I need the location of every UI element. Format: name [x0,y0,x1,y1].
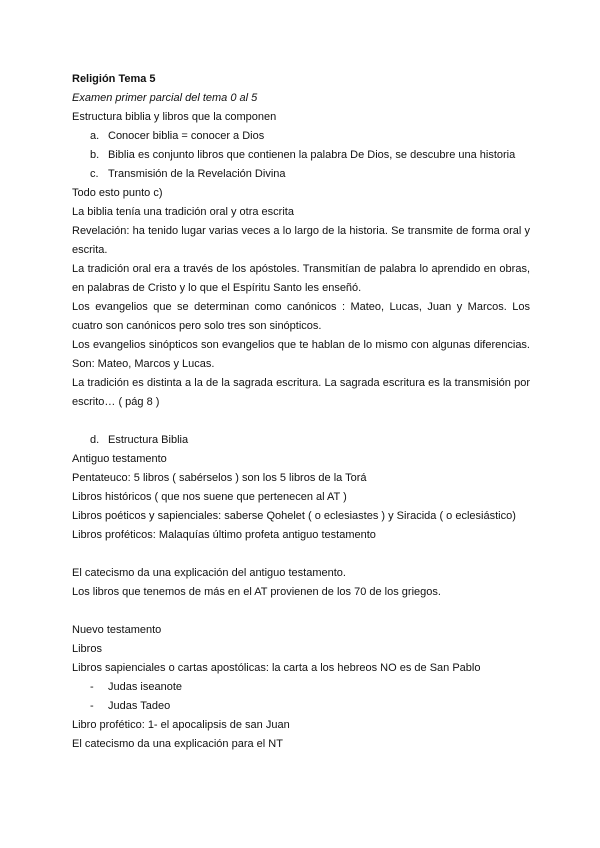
list-marker: d. [90,434,100,446]
blank-line [72,545,530,564]
document-subtitle: Examen primer parcial del tema 0 al 5 [72,92,258,104]
ot-line: Pentateuco: 5 libros ( sabérselos ) son los 5 libros de la Torá [72,472,367,484]
list-marker: a. [90,130,100,142]
new-testament-heading: Nuevo testamento [72,624,162,636]
document-page [72,70,530,754]
dash-marker: - [90,681,94,693]
nt-prophetic-line: Libro profético: 1- el apocalipsis de san Juan [72,719,290,731]
nt-catechism-line: El catecismo da una explicación para el NT [72,738,283,750]
nt-books-line: Libros [72,643,102,655]
extra-books-line: Los libros que tenemos de más en el AT provienen de los 70 de los griegos. [72,586,441,598]
blank-line [72,602,530,621]
blank-line [72,412,530,431]
dash-item [72,697,530,716]
dash-item [72,678,530,697]
document-title: Religión Tema 5 [72,73,156,85]
ot-line: Libros proféticos: Malaquías último profeta antiguo testamento [72,529,376,541]
list-item-text: Transmisión de la Revelación Divina [108,168,286,180]
ot-line: Libros históricos ( que nos suene que pertenecen al AT ) [72,491,347,503]
list-item-c [72,165,530,184]
list-item-a [72,127,530,146]
punto-c-line: Todo esto punto c) [72,187,163,199]
nt-sapiential-line: Libros sapienciales o cartas apostólicas: la carta a los hebreos NO es de San Pablo [72,662,481,674]
paragraph-oral-tradition: La tradición oral era a través de los apóstoles. Transmitían de palabra lo aprendido en obras, en palabras de Cristo y lo que el Espíritu Santo les enseñó. [72,263,530,294]
paragraph-gospels: Los evangelios que se determinan como canónicos : Mateo, Lucas, Juan y Marcos. Los cuatro son canónicos pero solo tres son sinópticos. [72,301,530,332]
paragraph-synoptic: Los evangelios sinópticos son evangelios que te hablan de lo mismo con algunas diferencias. Son: Mateo, Marcos y Lucas. [72,339,530,370]
list-item-d [72,431,530,450]
dash-item-text: Judas Tadeo [108,700,171,712]
list-item-text: Conocer biblia = conocer a Dios [108,130,265,142]
dash-marker: - [90,700,94,712]
list-item-text: Biblia es conjunto libros que contienen la palabra De Dios, se descubre una historia [108,149,516,161]
old-testament-heading: Antiguo testamento [72,453,167,465]
dash-item-text: Judas iseanote [108,681,182,693]
ot-line: Libros poéticos y sapienciales: saberse Qohelet ( o eclesiastes ) y Siracida ( o eclesiástico) [72,510,516,522]
structure-line: Estructura biblia y libros que la componen [72,111,277,123]
list-item-text: Estructura Biblia [108,434,189,446]
list-marker: c. [90,168,99,180]
tradition-line: La biblia tenía una tradición oral y otra escrita [72,206,294,218]
list-item-b [72,146,530,165]
list-marker: b. [90,149,100,161]
catechism-ot-line: El catecismo da una explicación del antiguo testamento. [72,567,346,579]
paragraph-scripture: La tradición es distinta a la de la sagrada escritura. La sagrada escritura es la transmisión por escrito… ( pág 8 ) [72,377,530,408]
paragraph-revelacion: Revelación: ha tenido lugar varias veces a lo largo de la historia. Se transmite de forma oral y escrita. [72,225,530,256]
